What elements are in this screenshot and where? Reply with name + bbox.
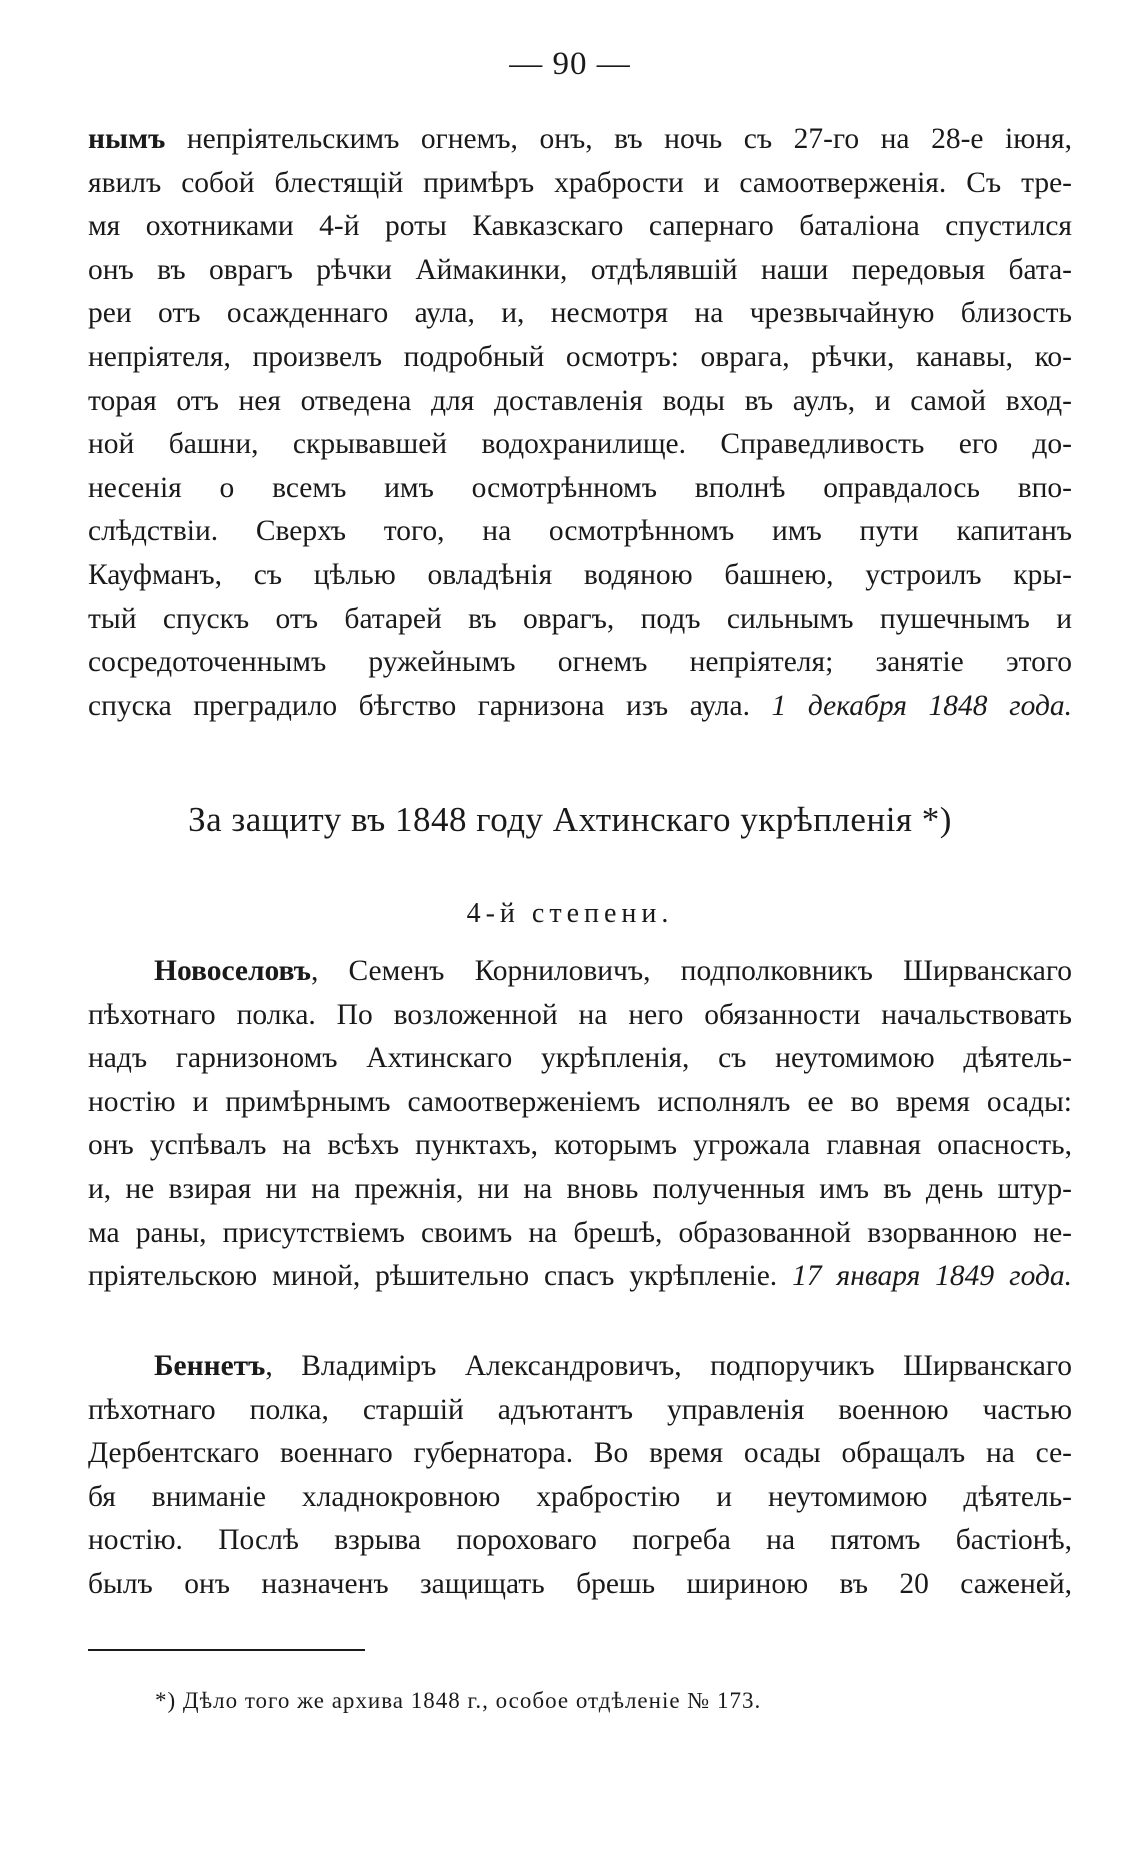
- award-date: 17 января 1849 года.: [792, 1260, 1073, 1293]
- text-line: ностію и примѣрнымъ самоотверженіемъ исполнялъ ее во время осады:: [88, 1085, 1072, 1118]
- text-line: сосредоточеннымъ ружейнымъ огнемъ непріятеля; занятіе этого: [88, 646, 1072, 679]
- footnote: *) Дѣло того же архива 1848 г., особое отдѣленіе № 173.: [155, 1688, 762, 1713]
- line-text: спуска преградило бѣгство гарнизона изъ аула.: [88, 689, 750, 722]
- text-line: слѣдствіи. Сверхъ того, на осмотрѣнномъ имъ пути капитанъ: [88, 515, 1072, 548]
- text-line: Дербентскаго военнаго губернатора. Во время осады обращалъ на се-: [88, 1437, 1072, 1470]
- text-line: ной башни, скрывавшей водохранилище. Справедливость его до-: [88, 428, 1072, 461]
- section-subtitle: 4-й степени.: [466, 898, 674, 929]
- line-text: , Семенъ Корниловичъ, подполковникъ Ширванскаго: [310, 955, 1072, 987]
- person-name: Новоселовъ: [154, 955, 311, 987]
- text-line: [88, 950, 1072, 994]
- text-line: онъ успѣвалъ на всѣхъ пунктахъ, которымъ угрожала главная опасность,: [88, 1129, 1072, 1162]
- text-line: реи отъ осажденнаго аула, и, несмотря на чрезвычайную близость: [88, 297, 1072, 330]
- text-line: тый спускъ отъ батарей въ оврагъ, подъ сильнымъ пушечнымъ и: [88, 602, 1072, 635]
- text-line: былъ онъ назначенъ защищать брешь шириною въ 20 саженей,: [88, 1567, 1072, 1600]
- text-line: торая отъ нея отведена для доставленія воды въ аулъ, и самой вход-: [88, 384, 1072, 417]
- text-line: [88, 1345, 1072, 1389]
- text-line: надъ гарнизономъ Ахтинскаго укрѣпленія, съ неутомимою дѣятель-: [88, 1042, 1072, 1075]
- text-line: мя охотниками 4-й роты Кавказскаго сапернаго баталіона спустился: [88, 210, 1072, 243]
- footnote-divider: [88, 1649, 365, 1651]
- line-text: , Владиміръ Александровичъ, подпоручикъ Ширванскаго: [265, 1350, 1072, 1382]
- text-line: [88, 685, 1072, 729]
- text-line: непріятеля, произвелъ подробный осмотръ: оврага, рѣчки, канавы, ко-: [88, 340, 1072, 373]
- text-line: ма раны, присутствіемъ своимъ на брешѣ, образованной взорванною не-: [88, 1216, 1072, 1249]
- award-date: 1 декабря 1848 года.: [771, 689, 1072, 722]
- paragraph-novoselov: [88, 950, 1072, 1299]
- text-line: и, не взирая ни на прежнія, ни на вновь полученныя имъ въ день штур-: [88, 1172, 1072, 1205]
- line-text: пріятельскою миной, рѣшительно спасъ укрѣпленіе.: [88, 1260, 778, 1293]
- line-text: непріятельскимъ огнемъ, онъ, въ ночь съ 27-го на 28-е іюня,: [165, 123, 1072, 155]
- text-line: бя вниманіе хладнокровною храбростію и неутомимою дѣятель-: [88, 1480, 1072, 1513]
- text-line: явилъ собой блестящій примѣръ храбрости и самоотверженія. Съ тре-: [88, 166, 1072, 199]
- text-line: онъ въ оврагъ рѣчки Аймакинки, отдѣлявшій наши передовыя бата-: [88, 253, 1072, 286]
- text-line: [88, 118, 1072, 162]
- paragraph-bennet: [88, 1345, 1072, 1607]
- text-line: Кауфманъ, съ цѣлью овладѣнія водяною башнею, устроилъ кры-: [88, 558, 1072, 591]
- paragraph-kaufman-continuation: [88, 118, 1072, 728]
- text-line: [88, 1255, 1072, 1299]
- text-line: пѣхотнаго полка. По возложенной на него обязанности начальствовать: [88, 998, 1072, 1031]
- section-title: За защиту въ 1848 году Ахтинскаго укрѣпленія *): [188, 800, 952, 839]
- text-line: пѣхотнаго полка, старшій адъютантъ управленія военною частью: [88, 1393, 1072, 1426]
- text-line: ностію. Послѣ взрыва пороховаго погреба на пятомъ бастіонѣ,: [88, 1524, 1072, 1557]
- page-number: — 90 —: [509, 46, 631, 82]
- text-line: несенія о всемъ имъ осмотрѣнномъ вполнѣ оправдалось впо-: [88, 471, 1072, 504]
- person-name: Беннетъ: [154, 1350, 266, 1382]
- leading-word: нымъ: [88, 123, 166, 155]
